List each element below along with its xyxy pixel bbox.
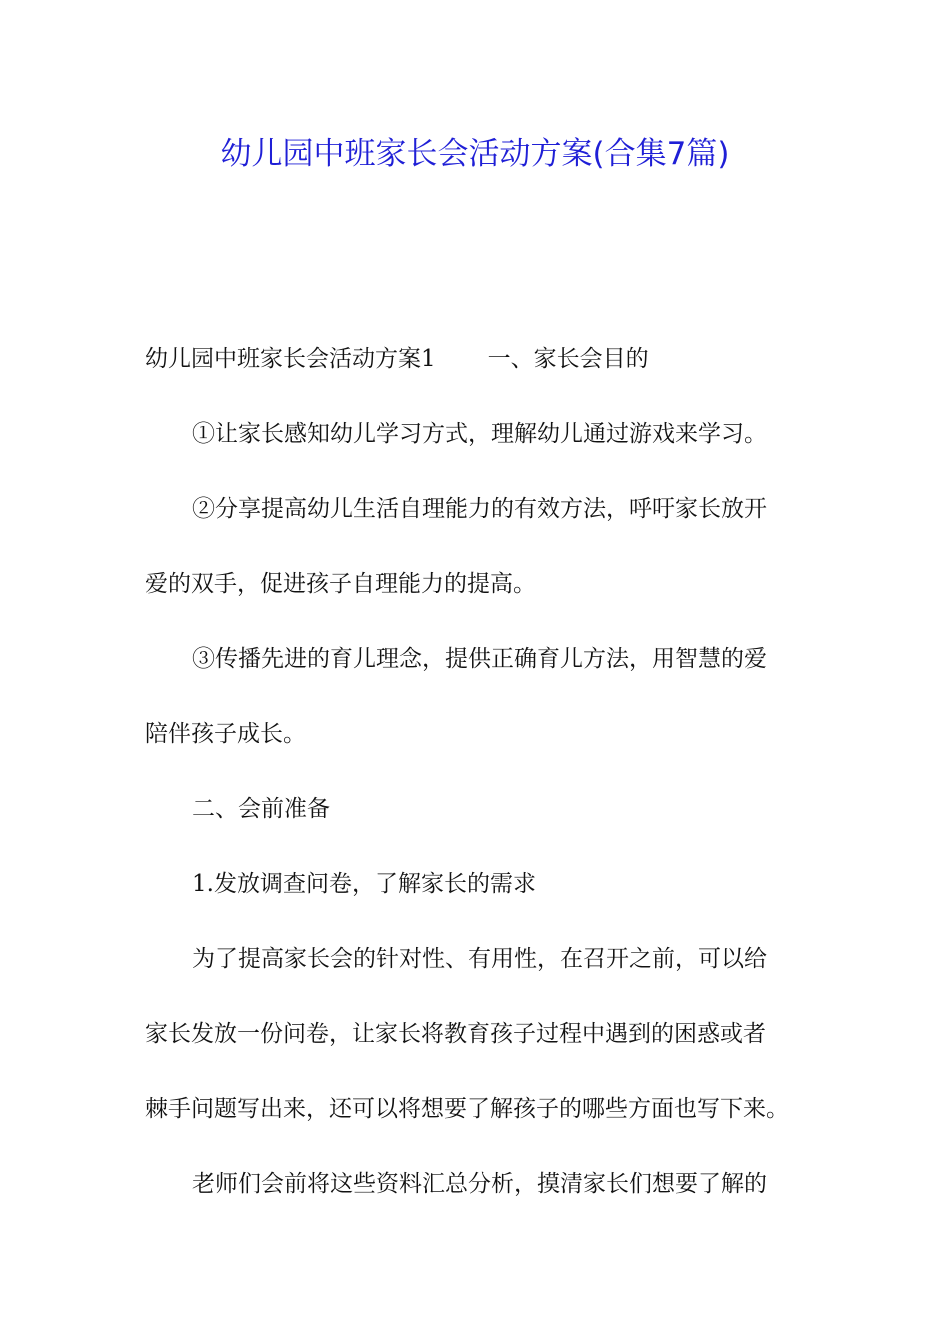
paragraph-line: 家长发放一份问卷，让家长将教育孩子过程中遇到的困惑或者 <box>145 1021 766 1047</box>
paragraph-line: ②分享提高幼儿生活自理能力的有效方法，呼吁家长放开 <box>192 496 767 522</box>
paragraph-line: 陪伴孩子成长。 <box>145 721 306 747</box>
paragraph-line: 老师们会前将这些资料汇总分析，摸清家长们想要了解的 <box>192 1171 767 1197</box>
paragraph-line: 爱的双手，促进孩子自理能力的提高。 <box>145 571 536 597</box>
plan-heading: 幼儿园中班家长会活动方案1 <box>145 346 436 372</box>
section-heading: 二、会前准备 <box>192 796 330 822</box>
paragraph-line: 棘手问题写出来，还可以将想要了解孩子的哪些方面也写下来。 <box>145 1096 789 1122</box>
paragraph-line: 1.发放调查问卷，了解家长的需求 <box>192 871 536 897</box>
paragraph-line: ①让家长感知幼儿学习方式，理解幼儿通过游戏来学习。 <box>192 421 767 447</box>
section-heading: 一、家长会目的 <box>487 346 649 372</box>
paragraph-line: ③传播先进的育儿理念，提供正确育儿方法，用智慧的爱 <box>192 646 767 672</box>
document-title: 幼儿园中班家长会活动方案(合集7篇) <box>220 136 730 172</box>
paragraph-line <box>145 341 810 377</box>
paragraph-line: 为了提高家长会的针对性、有用性，在召开之前，可以给 <box>192 946 767 972</box>
